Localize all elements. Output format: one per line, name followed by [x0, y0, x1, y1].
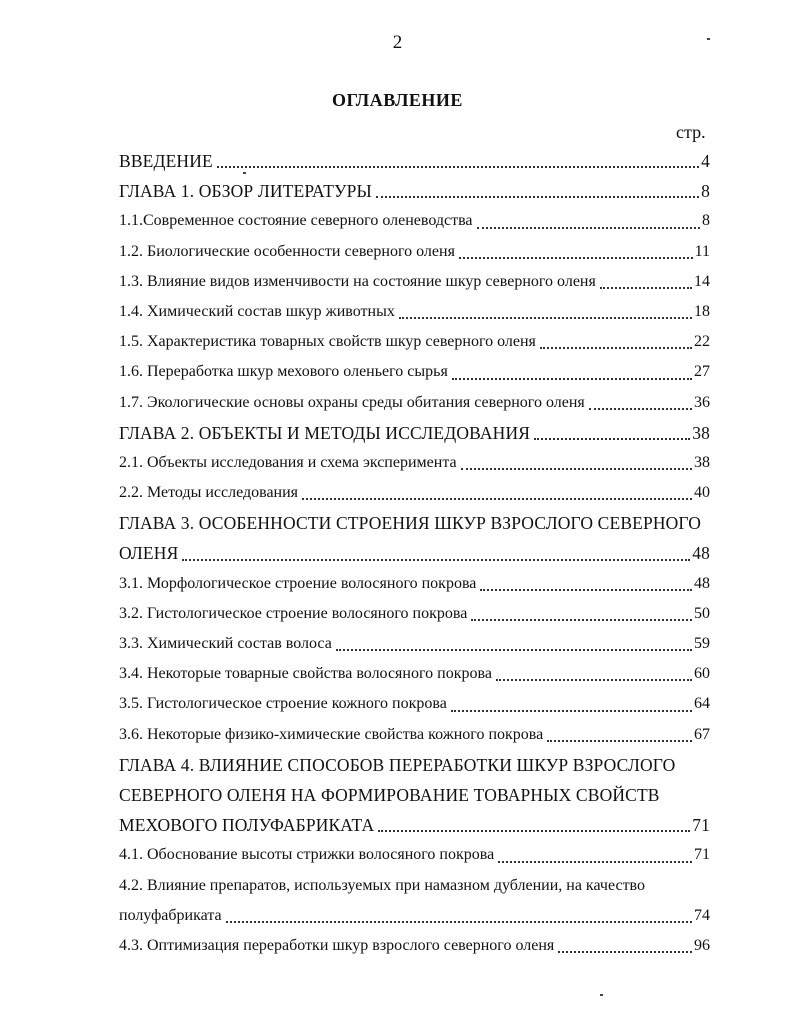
- toc-entry-page: 71: [694, 846, 710, 864]
- toc-entry-page: 48: [694, 574, 710, 592]
- dot-leader: [473, 206, 702, 236]
- toc-section-row: [119, 901, 710, 931]
- toc-entry-label: ГЛАВА 3. ОСОБЕННОСТИ СТРОЕНИЯ ШКУР ВЗРОСЛОГО СЕВЕРНОГО: [119, 513, 702, 534]
- toc-section-row: [119, 659, 710, 689]
- toc-entry-page: 67: [694, 725, 710, 743]
- dot-leader: [536, 327, 694, 357]
- dot-leader: [494, 840, 694, 870]
- dot-leader: [213, 146, 701, 176]
- toc-section-row: [119, 388, 710, 418]
- dot-leader: [298, 478, 694, 508]
- toc-section-row: [119, 599, 710, 629]
- toc-section-row: [119, 267, 710, 297]
- toc-entry-label: ГЛАВА 1. ОБЗОР ЛИТЕРАТУРЫ: [119, 181, 372, 202]
- toc-entry-label: 1.2. Биологические особенности северного оленя: [119, 242, 455, 260]
- dot-leader: [476, 569, 694, 599]
- dot-leader: [448, 357, 694, 387]
- toc-entry-label: 3.2. Гистологическое строение волосяного покрова: [119, 604, 468, 622]
- dot-leader: [374, 810, 692, 840]
- toc-entry-label: ГЛАВА 4. ВЛИЯНИЕ СПОСОБОВ ПЕРЕРАБОТКИ ШКУР ВЗРОСЛОГО: [119, 754, 676, 775]
- toc-chapter-row: [119, 538, 710, 568]
- toc-entry-page: 27: [694, 363, 710, 381]
- toc-entry-label: 3.3. Химический состав волоса: [119, 635, 332, 652]
- page-title: ОГЛАВЛЕНИЕ: [332, 90, 463, 110]
- toc-entry-page: 96: [694, 936, 710, 954]
- dot-leader: [395, 297, 694, 327]
- toc-entry-label: 4.3. Оптимизация переработки шкур взрослого северного оленя: [119, 936, 555, 954]
- toc-entry-label: 3.6. Некоторые физико-химические свойства кожного покрова: [119, 725, 544, 743]
- toc-section-row: [119, 297, 710, 327]
- toc-entry-label: 3.4. Некоторые товарные свойства волосяного покрова: [119, 665, 492, 683]
- toc-entry-page: 8: [702, 212, 710, 230]
- toc-chapter-row: [119, 146, 710, 176]
- toc-section-row: [119, 357, 710, 387]
- toc-entry-page: 40: [694, 484, 710, 502]
- dot-leader: [222, 901, 694, 931]
- toc-entry-label: ОЛЕНЯ: [119, 543, 179, 564]
- toc-entry-label: полуфабриката: [119, 906, 222, 924]
- scan-speck: [707, 38, 710, 40]
- toc-entry-page: 74: [694, 906, 710, 924]
- toc-chapter-row: [119, 780, 710, 810]
- toc-entry-label: 1.7. Экологические основы охраны среды обитания северного оленя: [119, 393, 585, 411]
- dot-leader: [585, 388, 694, 418]
- toc-chapter-row: [119, 418, 710, 448]
- toc-entry-label: 3.5. Гистологическое строение кожного покрова: [119, 695, 447, 713]
- toc-section-row: [119, 206, 710, 236]
- toc-entry-label: 3.1. Морфологическое строение волосяного покрова: [119, 574, 477, 592]
- toc-entry-label: МЕХОВОГО ПОЛУФАБРИКАТА: [119, 815, 375, 836]
- dot-leader: [467, 599, 694, 629]
- toc-entry-label: 1.5. Характеристика товарных свойств шкур северного оленя: [119, 333, 536, 351]
- toc-section-row: [119, 448, 710, 478]
- toc-section-row: [119, 327, 710, 357]
- toc-section-row: [119, 478, 710, 508]
- toc-chapter-row: [119, 508, 710, 538]
- toc-entry-page: 64: [694, 695, 710, 713]
- page-column-label: стр.: [676, 122, 706, 142]
- dot-leader: [457, 448, 694, 478]
- toc-chapter-row: [119, 750, 710, 780]
- toc-section-row: [119, 569, 710, 599]
- toc-entry-page: 38: [694, 453, 710, 471]
- toc-chapter-row: [119, 810, 710, 840]
- table-of-contents: [119, 146, 710, 961]
- toc-section-row: [119, 720, 710, 750]
- toc-section-row: [119, 931, 710, 961]
- dot-leader: [492, 659, 694, 689]
- toc-section-row: [119, 689, 710, 719]
- toc-entry-label: 1.6. Переработка шкур мехового оленьего сырья: [119, 363, 448, 381]
- toc-entry-page: 71: [692, 815, 710, 836]
- toc-entry-label: ВВЕДЕНИЕ: [119, 151, 213, 171]
- page-number: 2: [392, 32, 403, 53]
- toc-entry-label: 2.1. Объекты исследования и схема эксперимента: [119, 453, 457, 471]
- toc-entry-page: 36: [694, 393, 710, 411]
- toc-entry-page: 48: [692, 543, 710, 564]
- toc-entry-page: 8: [701, 181, 710, 202]
- toc-section-row: [119, 237, 710, 267]
- toc-entry-label: 1.3. Влияние видов изменчивости на состояние шкур северного оленя: [119, 272, 596, 290]
- dot-leader: [178, 538, 692, 568]
- toc-entry-label: 4.2. Влияние препаратов, используемых при намазном дублении, на качество: [119, 876, 645, 894]
- toc-entry-label: 4.1. Обоснование высоты стрижки волосяного покрова: [119, 846, 495, 864]
- toc-chapter-row: [119, 176, 710, 206]
- toc-entry-label: СЕВЕРНОГО ОЛЕНЯ НА ФОРМИРОВАНИЕ ТОВАРНЫХ СВОЙСТВ: [119, 784, 660, 805]
- dot-leader: [554, 931, 694, 961]
- toc-section-row: [119, 629, 710, 659]
- scan-speck: [600, 994, 603, 996]
- dot-leader: [530, 418, 692, 448]
- toc-entry-page: 22: [694, 333, 710, 351]
- toc-entry-page: 11: [694, 242, 710, 260]
- dot-leader: [596, 267, 694, 297]
- dot-leader: [332, 629, 694, 659]
- toc-section-row: [119, 871, 710, 901]
- toc-entry-label: ГЛАВА 2. ОБЪЕКТЫ И МЕТОДЫ ИССЛЕДОВАНИЯ: [119, 422, 531, 443]
- toc-entry-page: 18: [694, 302, 710, 320]
- dot-leader: [372, 176, 701, 206]
- dot-leader: [447, 689, 694, 719]
- toc-entry-page: 14: [694, 272, 710, 290]
- toc-entry-label: 2.2. Методы исследования: [119, 484, 299, 502]
- toc-entry-page: 4: [701, 151, 710, 171]
- toc-entry-page: 38: [692, 422, 710, 443]
- dot-leader: [455, 237, 695, 267]
- toc-entry-label: 1.1.Современное состояние северного оленеводства: [119, 212, 473, 230]
- dot-leader: [543, 720, 694, 750]
- scan-speck: [243, 172, 246, 174]
- toc-entry-label: 1.4. Химический состав шкур животных: [119, 302, 395, 320]
- toc-entry-page: 59: [694, 635, 710, 652]
- toc-entry-page: 60: [694, 665, 710, 683]
- toc-section-row: [119, 840, 710, 870]
- toc-entry-page: 50: [694, 604, 710, 622]
